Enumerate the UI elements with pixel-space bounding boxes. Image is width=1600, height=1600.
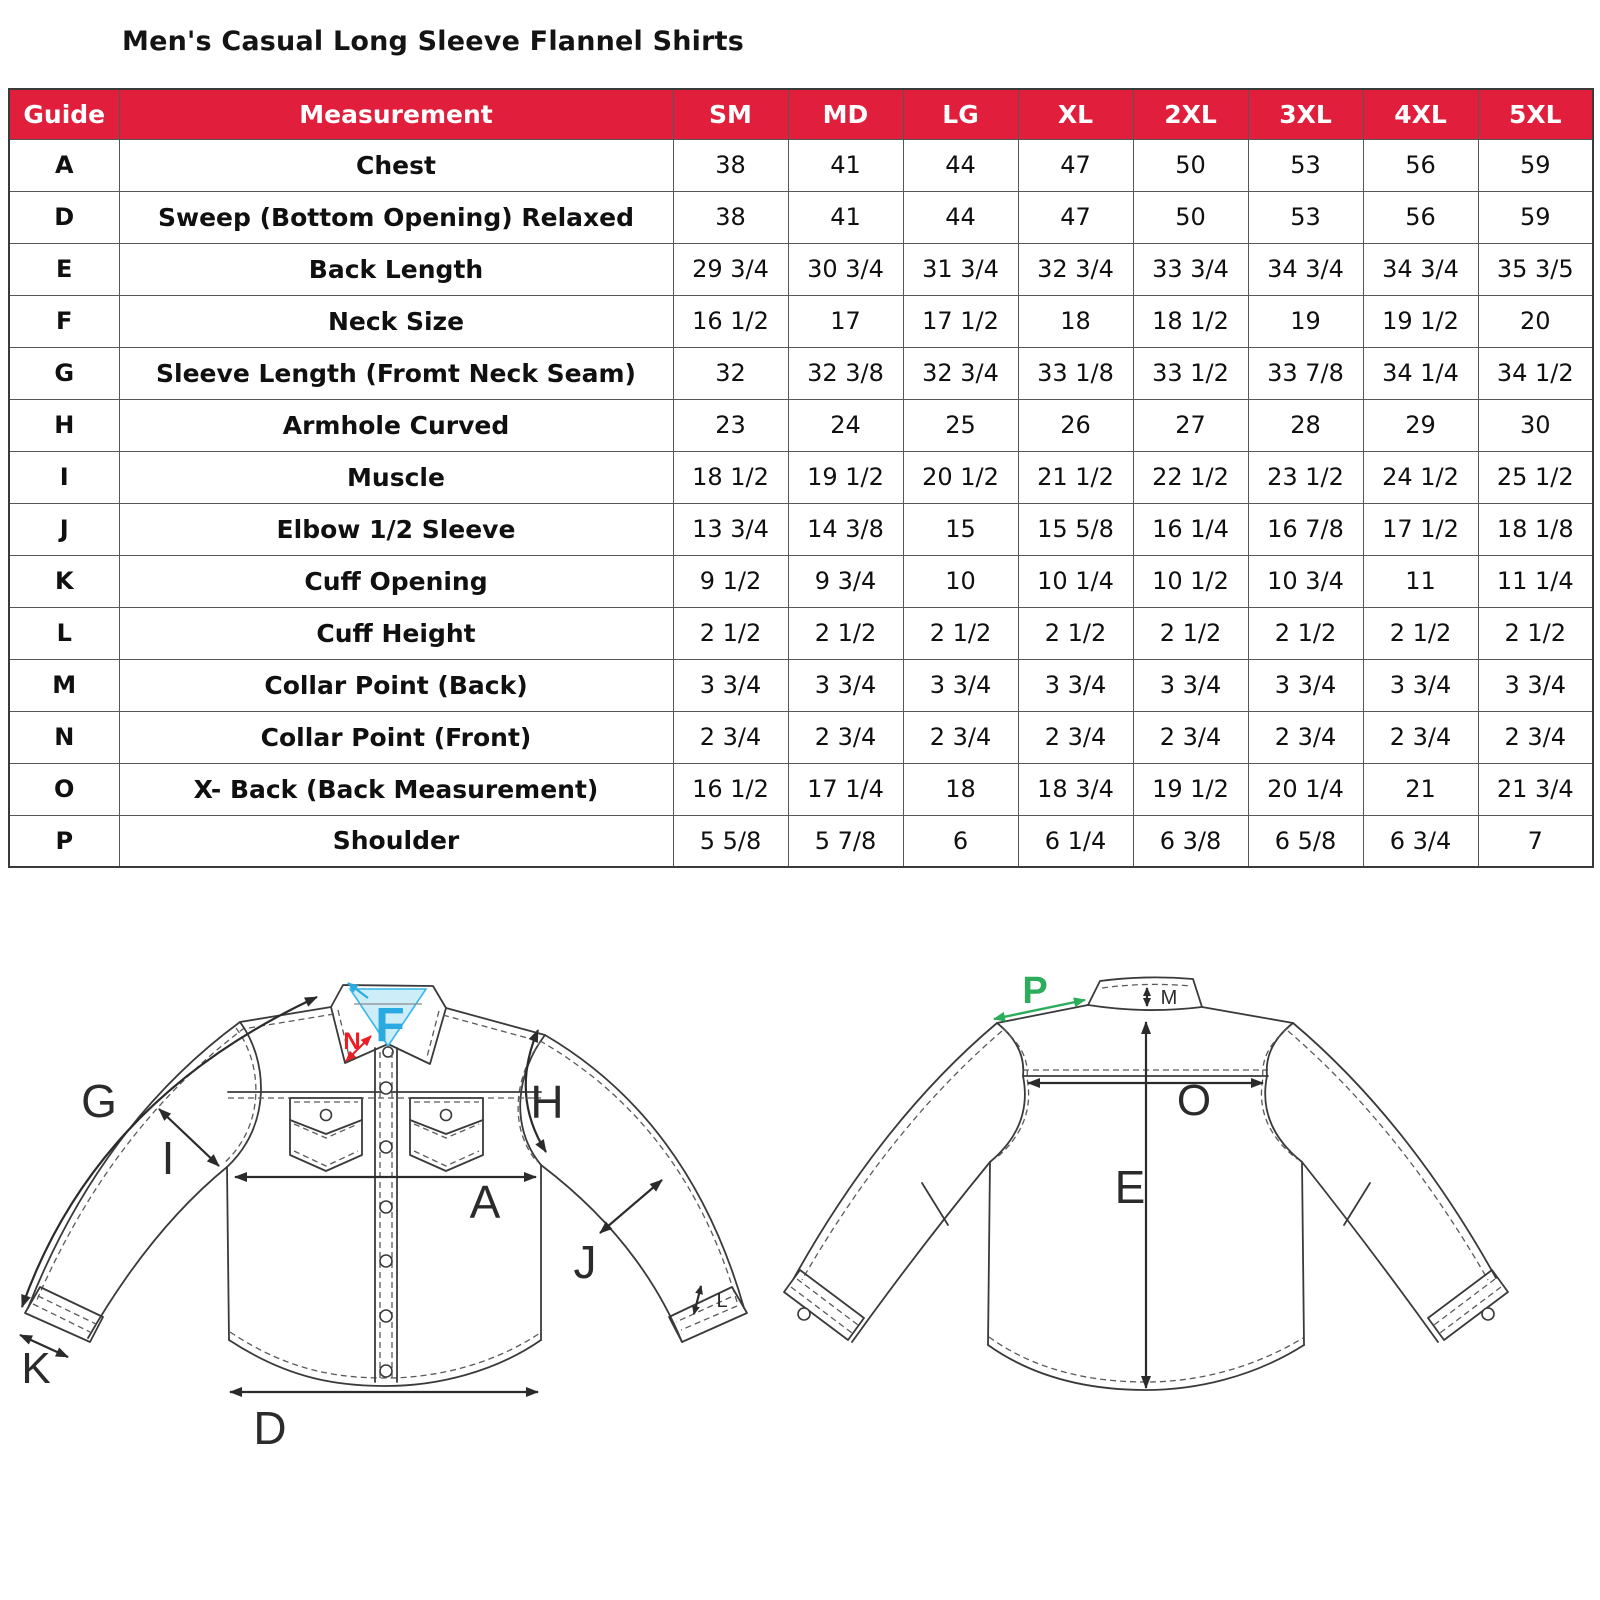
measurement-value: 19 1/2 [1363, 295, 1478, 347]
measurement-value: 10 1/4 [1018, 555, 1133, 607]
measurement-value: 2 1/2 [788, 607, 903, 659]
measurement-value: 22 1/2 [1133, 451, 1248, 503]
measurement-value: 15 5/8 [1018, 503, 1133, 555]
measurement-value: 2 1/2 [1018, 607, 1133, 659]
measurement-value: 2 3/4 [1018, 711, 1133, 763]
measurement-value: 34 3/4 [1248, 243, 1363, 295]
measurement-value: 10 [903, 555, 1018, 607]
column-header-3xl: 3XL [1248, 89, 1363, 139]
measurement-name: Armhole Curved [119, 399, 673, 451]
measurement-value: 3 3/4 [1478, 659, 1593, 711]
measurement-value: 2 3/4 [1478, 711, 1593, 763]
guide-letter: P [9, 815, 119, 867]
measurement-value: 19 [1248, 295, 1363, 347]
guide-letter: F [9, 295, 119, 347]
measurement-value: 6 5/8 [1248, 815, 1363, 867]
guide-letter: H [9, 399, 119, 451]
guide-letter: M [9, 659, 119, 711]
shirt-front-diagram [0, 930, 790, 1600]
measurement-value: 2 1/2 [673, 607, 788, 659]
table-row-i [9, 451, 1593, 503]
label-collar-point-front-n: N [343, 1028, 361, 1055]
measurement-value: 2 3/4 [673, 711, 788, 763]
measurement-value: 34 3/4 [1363, 243, 1478, 295]
measurement-name: Cuff Opening [119, 555, 673, 607]
measurement-value: 47 [1018, 139, 1133, 191]
measurement-value: 34 1/2 [1478, 347, 1593, 399]
measurement-value: 2 3/4 [1248, 711, 1363, 763]
measurement-value: 6 [903, 815, 1018, 867]
measurement-value: 18 1/2 [673, 451, 788, 503]
measurement-value: 2 1/2 [1133, 607, 1248, 659]
measurement-value: 21 3/4 [1478, 763, 1593, 815]
measurement-value: 5 5/8 [673, 815, 788, 867]
measurement-value: 5 7/8 [788, 815, 903, 867]
measurement-value: 11 1/4 [1478, 555, 1593, 607]
measurement-value: 16 1/4 [1133, 503, 1248, 555]
label-armhole-h: H [530, 1076, 564, 1128]
measurement-name: Shoulder [119, 815, 673, 867]
guide-letter: L [9, 607, 119, 659]
guide-letter: D [9, 191, 119, 243]
measurement-value: 24 [788, 399, 903, 451]
label-neck-size-f: F [375, 999, 405, 1052]
measurement-value: 3 3/4 [1363, 659, 1478, 711]
measurement-value: 6 3/4 [1363, 815, 1478, 867]
guide-letter: E [9, 243, 119, 295]
measurement-value: 33 7/8 [1248, 347, 1363, 399]
measurement-value: 30 [1478, 399, 1593, 451]
measurement-value: 6 3/8 [1133, 815, 1248, 867]
measurement-value: 50 [1133, 191, 1248, 243]
label-cuff-opening-k: K [21, 1344, 51, 1393]
guide-letter: I [9, 451, 119, 503]
measurement-value: 56 [1363, 139, 1478, 191]
measurement-name: X- Back (Back Measurement) [119, 763, 673, 815]
measurement-value: 33 1/2 [1133, 347, 1248, 399]
table-row-a [9, 139, 1593, 191]
measurement-value: 3 3/4 [1248, 659, 1363, 711]
measurement-value: 3 3/4 [1018, 659, 1133, 711]
label-cuff-height-l: L [716, 1290, 728, 1312]
measurement-value: 10 3/4 [1248, 555, 1363, 607]
measurement-value: 11 [1363, 555, 1478, 607]
measurement-name: Collar Point (Back) [119, 659, 673, 711]
measurement-name: Back Length [119, 243, 673, 295]
table-row-m [9, 659, 1593, 711]
measurement-value: 33 3/4 [1133, 243, 1248, 295]
shirt-back-diagram [770, 930, 1580, 1600]
label-muscle-i: I [161, 1132, 175, 1184]
column-header-measurement: Measurement [119, 89, 673, 139]
measurement-value: 59 [1478, 139, 1593, 191]
measurement-name: Sleeve Length (Fromt Neck Seam) [119, 347, 673, 399]
chest-pocket-left [290, 1098, 362, 1171]
column-header-lg: LG [903, 89, 1018, 139]
measurement-value: 18 [1018, 295, 1133, 347]
table-row-l [9, 607, 1593, 659]
label-shoulder-p: P [1022, 970, 1048, 1012]
measurement-value: 25 1/2 [1478, 451, 1593, 503]
measurement-value: 23 [673, 399, 788, 451]
measurement-value: 59 [1478, 191, 1593, 243]
measurement-value: 31 3/4 [903, 243, 1018, 295]
column-header-2xl: 2XL [1133, 89, 1248, 139]
measurement-value: 41 [788, 191, 903, 243]
column-header-sm: SM [673, 89, 788, 139]
measurement-value: 20 1/4 [1248, 763, 1363, 815]
measurement-value: 10 1/2 [1133, 555, 1248, 607]
label-sleeve-length-g: G [81, 1075, 117, 1127]
measurement-value: 2 3/4 [1133, 711, 1248, 763]
measurement-value: 17 1/4 [788, 763, 903, 815]
measurement-name: Collar Point (Front) [119, 711, 673, 763]
measurement-value: 2 3/4 [903, 711, 1018, 763]
measurement-value: 35 3/5 [1478, 243, 1593, 295]
measurement-value: 18 [903, 763, 1018, 815]
guide-letter: A [9, 139, 119, 191]
label-back-length-e: E [1114, 1161, 1146, 1213]
measurement-value: 27 [1133, 399, 1248, 451]
measurement-value: 17 1/2 [903, 295, 1018, 347]
measurement-value: 2 1/2 [1363, 607, 1478, 659]
measurement-value: 47 [1018, 191, 1133, 243]
measurement-value: 38 [673, 139, 788, 191]
chest-pocket-right [410, 1098, 483, 1171]
measurement-value: 23 1/2 [1248, 451, 1363, 503]
measurement-value: 3 3/4 [788, 659, 903, 711]
measurement-value: 30 3/4 [788, 243, 903, 295]
measurement-value: 17 1/2 [1363, 503, 1478, 555]
measurement-value: 53 [1248, 139, 1363, 191]
measurement-value: 29 [1363, 399, 1478, 451]
measurement-value: 9 3/4 [788, 555, 903, 607]
measurement-value: 41 [788, 139, 903, 191]
measurement-value: 38 [673, 191, 788, 243]
measurement-value: 32 3/8 [788, 347, 903, 399]
measurement-name: Muscle [119, 451, 673, 503]
table-row-n [9, 711, 1593, 763]
measurement-value: 29 3/4 [673, 243, 788, 295]
measurement-value: 32 [673, 347, 788, 399]
column-header-5xl: 5XL [1478, 89, 1593, 139]
measurement-value: 24 1/2 [1363, 451, 1478, 503]
measurement-value: 44 [903, 191, 1018, 243]
measurement-value: 2 1/2 [903, 607, 1018, 659]
measurement-value: 44 [903, 139, 1018, 191]
table-row-o [9, 763, 1593, 815]
column-header-4xl: 4XL [1363, 89, 1478, 139]
measurement-value: 16 1/2 [673, 763, 788, 815]
table-header-row [9, 89, 1593, 139]
measurement-name: Elbow 1/2 Sleeve [119, 503, 673, 555]
measurement-value: 9 1/2 [673, 555, 788, 607]
measurement-value: 21 1/2 [1018, 451, 1133, 503]
measurement-value: 32 3/4 [903, 347, 1018, 399]
measurement-value: 3 3/4 [673, 659, 788, 711]
guide-letter: N [9, 711, 119, 763]
measurement-value: 14 3/8 [788, 503, 903, 555]
column-header-md: MD [788, 89, 903, 139]
measurement-name: Cuff Height [119, 607, 673, 659]
measurement-value: 18 1/2 [1133, 295, 1248, 347]
measurement-value: 7 [1478, 815, 1593, 867]
measurement-value: 19 1/2 [1133, 763, 1248, 815]
measurement-value: 50 [1133, 139, 1248, 191]
label-elbow-j: J [573, 1236, 597, 1288]
size-chart-table [8, 88, 1594, 868]
guide-letter: G [9, 347, 119, 399]
measurement-value: 17 [788, 295, 903, 347]
measurement-name: Chest [119, 139, 673, 191]
measurement-value: 28 [1248, 399, 1363, 451]
guide-letter: J [9, 503, 119, 555]
measurement-name: Neck Size [119, 295, 673, 347]
measurement-value: 33 1/8 [1018, 347, 1133, 399]
measurement-value: 15 [903, 503, 1018, 555]
column-header-xl: XL [1018, 89, 1133, 139]
measurement-name: Sweep (Bottom Opening) Relaxed [119, 191, 673, 243]
measurement-value: 32 3/4 [1018, 243, 1133, 295]
guide-letter: K [9, 555, 119, 607]
label-sweep-d: D [253, 1402, 287, 1454]
measurement-value: 3 3/4 [1133, 659, 1248, 711]
measurement-value: 20 1/2 [903, 451, 1018, 503]
measurement-value: 18 1/8 [1478, 503, 1593, 555]
label-chest-a: A [469, 1176, 501, 1228]
measurement-value: 16 1/2 [673, 295, 788, 347]
measurement-value: 53 [1248, 191, 1363, 243]
table-row-h [9, 399, 1593, 451]
measurement-value: 2 3/4 [1363, 711, 1478, 763]
measurement-value: 2 1/2 [1248, 607, 1363, 659]
table-row-p [9, 815, 1593, 867]
measurement-value: 25 [903, 399, 1018, 451]
label-x-back-o: O [1176, 1076, 1212, 1125]
measurement-value: 13 3/4 [673, 503, 788, 555]
measurement-value: 34 1/4 [1363, 347, 1478, 399]
measurement-value: 16 7/8 [1248, 503, 1363, 555]
label-collar-point-back-m: M [1160, 987, 1178, 1009]
measurement-value: 20 [1478, 295, 1593, 347]
table-row-f [9, 295, 1593, 347]
measurement-value: 2 1/2 [1478, 607, 1593, 659]
measurement-value: 2 3/4 [788, 711, 903, 763]
measurement-value: 19 1/2 [788, 451, 903, 503]
measurement-value: 18 3/4 [1018, 763, 1133, 815]
measurement-value: 26 [1018, 399, 1133, 451]
table-row-j [9, 503, 1593, 555]
table-row-d [9, 191, 1593, 243]
measurement-value: 6 1/4 [1018, 815, 1133, 867]
table-row-e [9, 243, 1593, 295]
table-row-g [9, 347, 1593, 399]
measurement-value: 3 3/4 [903, 659, 1018, 711]
measurement-value: 56 [1363, 191, 1478, 243]
page-title: Men's Casual Long Sleeve Flannel Shirts [122, 26, 745, 57]
table-row-k [9, 555, 1593, 607]
column-header-guide: Guide [9, 89, 119, 139]
measurement-value: 21 [1363, 763, 1478, 815]
guide-letter: O [9, 763, 119, 815]
